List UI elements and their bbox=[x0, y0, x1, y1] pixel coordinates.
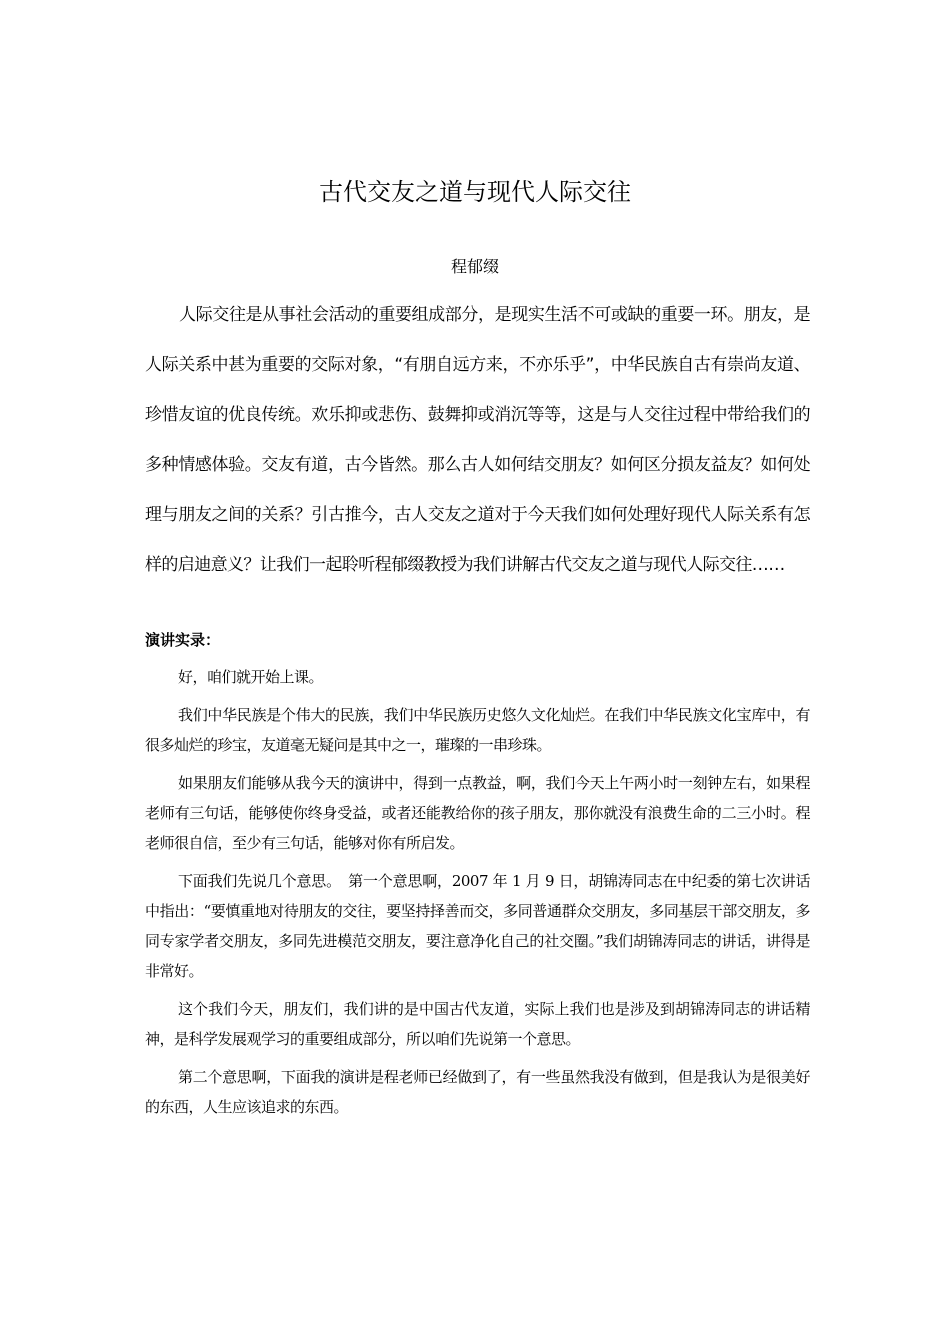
body-paragraph: 第二个意思啊，下面我的演讲是程老师已经做到了，有一些虽然我没有做到，但是我认为是很美好的东西，人生应该追求的东西。 bbox=[145, 1068, 810, 1116]
body-paragraph: 好，咱们就开始上课。 bbox=[178, 668, 324, 686]
section-label: 演讲实录： bbox=[145, 631, 221, 649]
intro-paragraph: 人际交往是从事社会活动的重要组成部分，是现实生活不可或缺的重要一环。朋友，是人际关系中甚为重要的交际对象，“有朋自远方来，不亦乐乎”，中华民族自古有崇尚友道、珍惜友谊的优良传统。欢乐抑或悲伤、鼓舞抑或消沉等等，这是与人交往过程中带给我们的多种情感体验。交友有道，古今皆然。那么古人如何结交朋友？如何区分损友益友？如何处理与朋友之间的关系？引古推今，古人交友之道对于今天我们如何处理好现代人际关系有怎样的启迪意义？让我们一起聆听程郁缀教授为我们讲解古代交友之道与现代人际交往…… bbox=[145, 305, 810, 575]
transcript-body bbox=[145, 662, 810, 1130]
body-paragraph: 这个我们今天，朋友们，我们讲的是中国古代友道，实际上我们也是涉及到胡锦涛同志的讲话精神，是科学发展观学习的重要组成部分，所以咱们先说第一个意思。 bbox=[145, 1000, 810, 1048]
body-paragraph: 下面我们先说几个意思。 第一个意思啊，2007 年 1 月 9 日，胡锦涛同志在中纪委的第七次讲话中指出：“要慎重地对待朋友的交往，要坚持择善而交，多同普通群众交朋友，多同基层干部交朋友，多同专家学者交朋友，多同先进模范交朋友，要注意净化自己的社交圈。”我们胡锦涛同志的讲话，讲得是非常好。 bbox=[145, 872, 810, 980]
document-title: 古代交友之道与现代人际交往 bbox=[319, 178, 631, 206]
body-paragraph: 如果朋友们能够从我今天的演讲中，得到一点教益，啊，我们今天上午两小时一刻钟左右，如果程老师有三句话，能够使你终身受益，或者还能教给你的孩子朋友，那你就没有浪费生命的二三小时。程老师很自信，至少有三句话，能够对你有所启发。 bbox=[145, 774, 810, 852]
author-name: 程郁缀 bbox=[450, 257, 499, 276]
body-paragraph: 我们中华民族是个伟大的民族，我们中华民族历史悠久文化灿烂。在我们中华民族文化宝库中，有很多灿烂的珍宝，友道毫无疑问是其中之一，璀璨的一串珍珠。 bbox=[145, 706, 810, 754]
